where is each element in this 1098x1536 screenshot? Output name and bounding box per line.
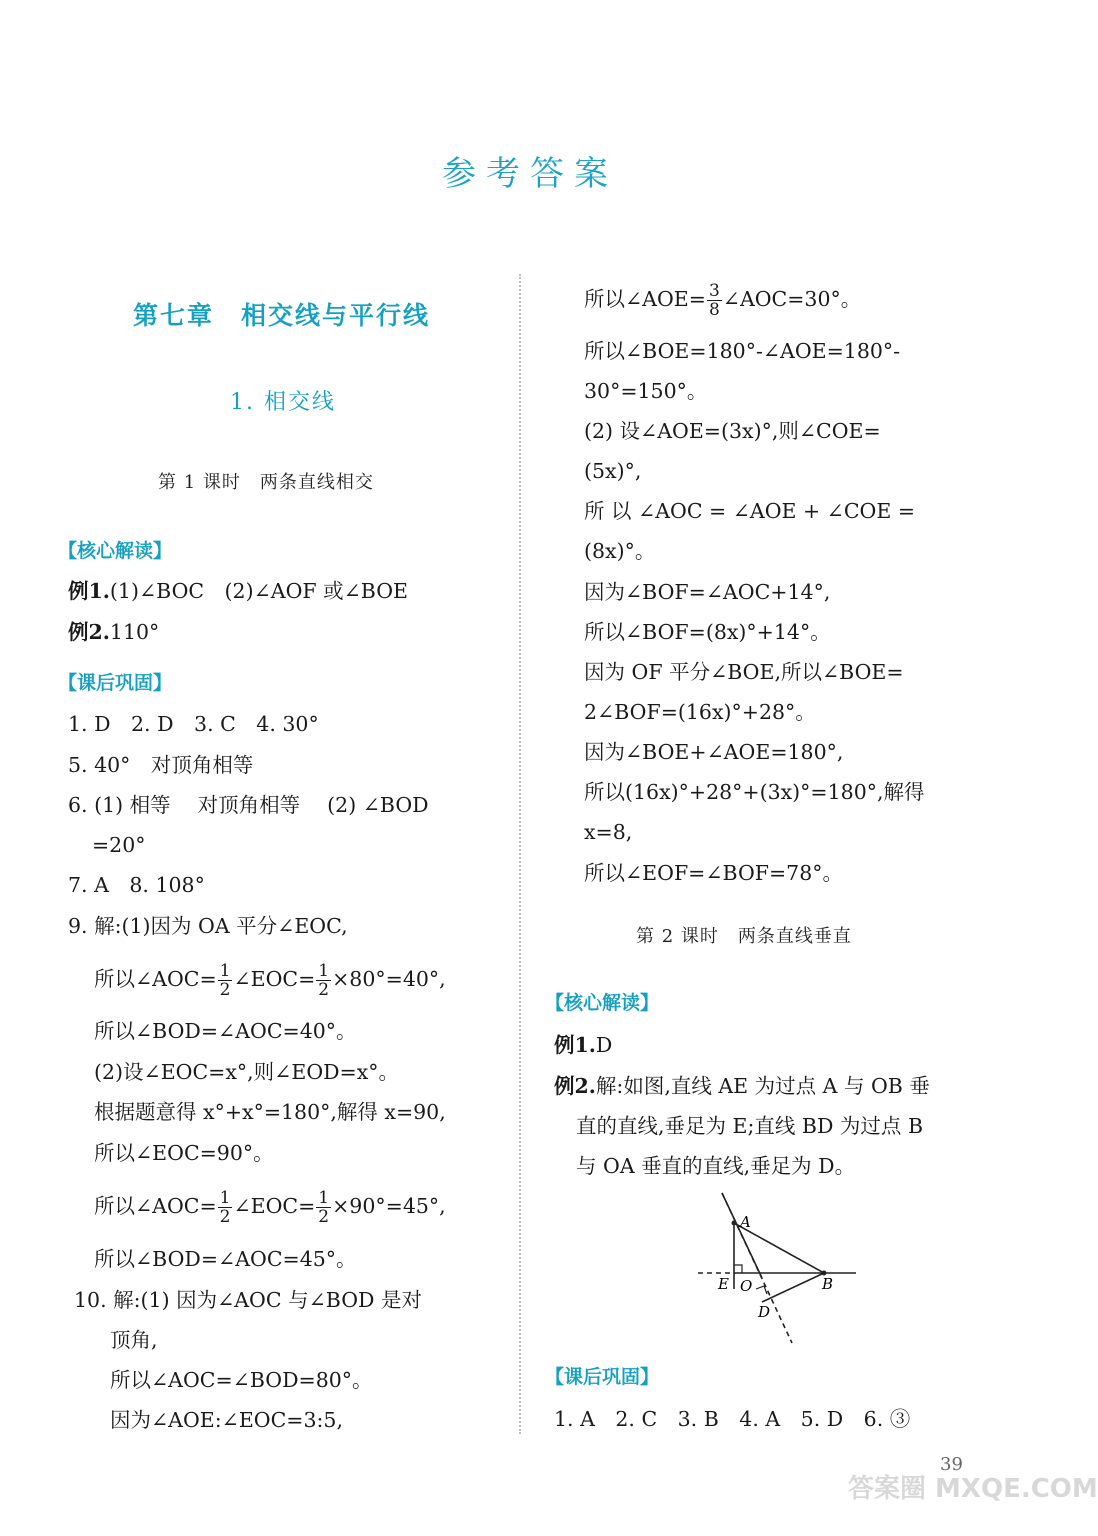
right-line-15: 所以∠EOF=∠BOF=78°。 bbox=[584, 861, 844, 885]
answers-1-4: 1. D 2. D 3. C 4. 30° bbox=[68, 712, 319, 736]
answer-9-line-1: 所以∠AOC= $\frac{1}{2}$ ∠EOC= $\frac{1}{2}$ ×80°=40°, bbox=[94, 961, 446, 1000]
answer-9-line-2: 所以∠BOD=∠AOC=40°。 bbox=[94, 1019, 357, 1043]
example-2-1: 例1.D bbox=[554, 1033, 613, 1057]
answers-2-1-6: 1. A 2. C 3. B 4. A 5. D 6. ③ bbox=[554, 1407, 911, 1431]
right-line-7: (8x)°。 bbox=[584, 539, 656, 563]
right-line-6: 所 以 ∠AOC = ∠AOE + ∠COE = bbox=[584, 499, 916, 523]
page-title: 参考答案 bbox=[442, 154, 618, 194]
example-2-2-line-2: 与 OA 垂直的直线,垂足为 D。 bbox=[576, 1154, 856, 1178]
perpendicular-diagram bbox=[690, 1185, 870, 1345]
answer-9: 9. 解:(1)因为 OA 平分∠EOC, bbox=[68, 914, 348, 938]
label-point-e: E bbox=[718, 1275, 729, 1293]
label-point-o: O bbox=[740, 1277, 753, 1295]
site-watermark: 答案圈 MXQE.COM bbox=[848, 1474, 1098, 1504]
answer-9-line-4: 根据题意得 x°+x°=180°,解得 x=90, bbox=[94, 1100, 446, 1124]
lesson-heading-1: 第 1 课时 两条直线相交 bbox=[158, 472, 374, 493]
answer-10-line-3: 因为∠AOE:∠EOC=3:5, bbox=[110, 1408, 343, 1432]
right-line-5: (5x)°, bbox=[584, 459, 642, 483]
answer-6-cont: =20° bbox=[92, 833, 146, 857]
right-line-13: 所以(16x)°+28°+(3x)°=180°,解得 bbox=[584, 780, 925, 804]
right-line-1: 所以∠AOE= $\frac{3}{8}$ ∠AOC=30°。 bbox=[584, 281, 862, 320]
example-2: 例2.110° bbox=[68, 620, 160, 644]
page-number: 39 bbox=[940, 1454, 963, 1475]
tag-core-reading-2: 【核心解读】 bbox=[545, 992, 660, 1014]
example-1: 例1.(1)∠BOC (2)∠AOF 或∠BOE bbox=[68, 579, 409, 603]
right-line-11: 2∠BOF=(16x)°+28°。 bbox=[584, 700, 816, 724]
right-line-14: x=8, bbox=[584, 820, 633, 844]
tag-after-class-1: 【课后巩固】 bbox=[58, 672, 173, 694]
right-line-8: 因为∠BOF=∠AOC+14°, bbox=[584, 580, 831, 604]
column-divider bbox=[519, 274, 521, 1434]
answer-9-line-6: 所以∠AOC= $\frac{1}{2}$ ∠EOC= $\frac{1}{2}$ ×90°=45°, bbox=[94, 1188, 446, 1227]
example-2-2: 例2.解:如图,直线 AE 为过点 A 与 OB 垂 bbox=[554, 1074, 930, 1098]
answer-9-line-7: 所以∠BOD=∠AOC=45°。 bbox=[94, 1247, 357, 1271]
answer-9-line-5: 所以∠EOC=90°。 bbox=[94, 1141, 274, 1165]
answer-10-line-1: 顶角, bbox=[110, 1328, 158, 1352]
tag-after-class-2: 【课后巩固】 bbox=[545, 1366, 660, 1388]
tag-core-reading-1: 【核心解读】 bbox=[58, 540, 173, 562]
answer-9-line-3: (2)设∠EOC=x°,则∠EOD=x°。 bbox=[94, 1060, 400, 1084]
right-line-4: (2) 设∠AOE=(3x)°,则∠COE= bbox=[584, 419, 881, 443]
label-point-b: B bbox=[822, 1275, 834, 1293]
lesson-heading-2: 第 2 课时 两条直线垂直 bbox=[636, 926, 852, 947]
chapter-heading: 第七章 相交线与平行线 bbox=[133, 301, 431, 330]
answer-10: 10. 解:(1) 因为∠AOC 与∠BOD 是对 bbox=[74, 1288, 422, 1312]
section-heading: 1. 相交线 bbox=[230, 390, 336, 415]
example-2-2-line-1: 直的直线,垂足为 E;直线 BD 为过点 B bbox=[576, 1114, 924, 1138]
right-line-9: 所以∠BOF=(8x)°+14°。 bbox=[584, 620, 831, 644]
answer-5: 5. 40° 对顶角相等 bbox=[68, 753, 254, 777]
label-point-d: D bbox=[758, 1303, 771, 1321]
answer-6: 6. (1) 相等 对顶角相等 (2) ∠BOD bbox=[68, 793, 429, 817]
label-point-a: A bbox=[740, 1213, 751, 1231]
right-line-10: 因为 OF 平分∠BOE,所以∠BOE= bbox=[584, 660, 904, 684]
answer-10-line-2: 所以∠AOC=∠BOD=80°。 bbox=[110, 1368, 373, 1392]
answers-7-8: 7. A 8. 108° bbox=[68, 873, 205, 897]
right-line-2: 所以∠BOE=180°-∠AOE=180°- bbox=[584, 339, 901, 363]
right-line-12: 因为∠BOE+∠AOE=180°, bbox=[584, 740, 844, 764]
right-line-3: 30°=150°。 bbox=[584, 379, 708, 403]
